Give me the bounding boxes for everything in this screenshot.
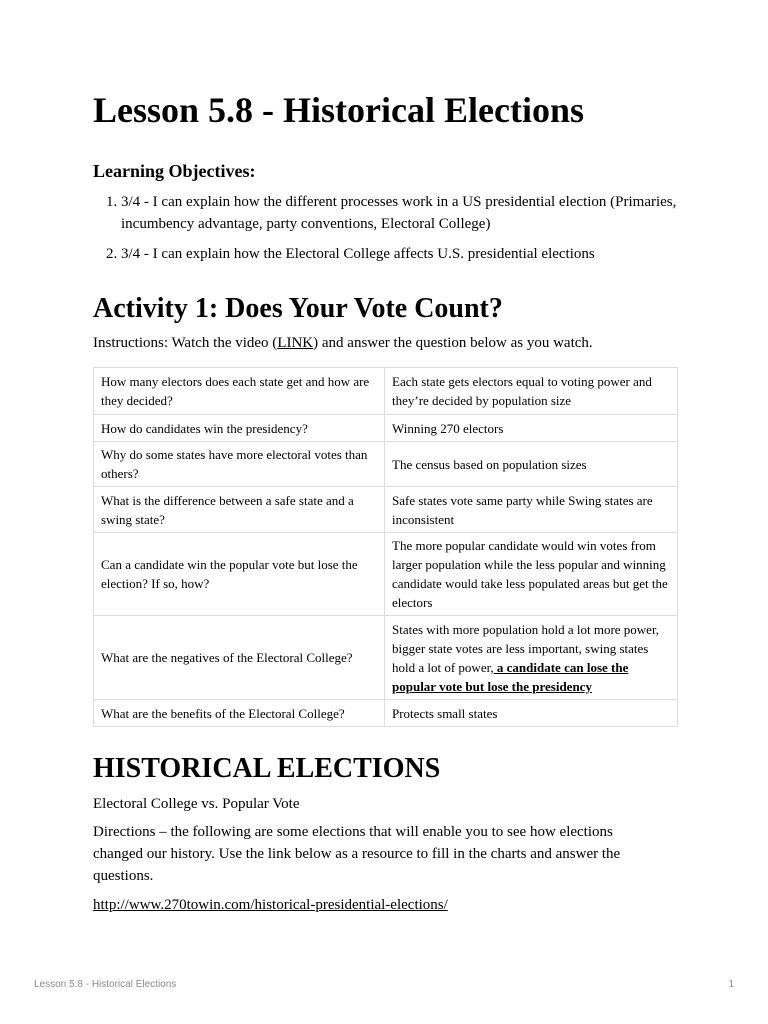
question-cell: Why do some states have more electoral votes than others?: [94, 442, 385, 487]
historical-elections-heading: HISTORICAL ELECTIONS: [93, 753, 441, 784]
historical-subtitle: Electoral College vs. Popular Vote: [93, 796, 300, 812]
answer-cell: The census based on population sizes: [385, 442, 678, 487]
answer-cell: [385, 616, 678, 700]
answer-cell: The more popular candidate would win votes from larger population while the less popular and winning candidate would take less populated areas but get the electors: [385, 533, 678, 616]
table-row: [94, 700, 678, 727]
answer-emphasis: a candidate can lose the popular vote but lose the presidency: [392, 659, 629, 694]
answer-text: States with more population hold a lot more power, bigger state votes are less important, swing states hold a lot of power,: [392, 621, 660, 675]
table-row: [94, 415, 678, 442]
table-row: [94, 616, 678, 700]
question-cell: Can a candidate win the popular vote but lose the election? If so, how?: [94, 533, 385, 616]
learning-objectives-heading: Learning Objectives:: [93, 161, 256, 181]
table-row: [94, 442, 678, 487]
historical-directions: Directions – the following are some elections that will enable you to see how elections changed our history. Use the link below as a resource to fill in the charts and answer the questions.: [93, 824, 621, 884]
question-cell: What is the difference between a safe state and a swing state?: [94, 487, 385, 533]
learning-objectives-list: [93, 191, 677, 273]
question-cell: How many electors does each state get and how are they decided?: [94, 368, 385, 415]
video-link[interactable]: LINK: [277, 335, 314, 351]
table-row: [94, 368, 678, 415]
instructions-text-before: Instructions: Watch the video (: [93, 335, 278, 351]
questions-table: [93, 367, 678, 727]
activity-1-heading: Activity 1: Does Your Vote Count?: [93, 293, 503, 324]
footer-page-number: 1: [728, 979, 734, 990]
question-cell: What are the benefits of the Electoral College?: [94, 700, 385, 727]
objective-item: 1. 3/4 - I can explain how the different processes work in a US presidential election (Primaries, incumbency advantage, party conventions, Electoral College): [121, 191, 677, 235]
footer-document-title: Lesson 5.8 - Historical Elections: [34, 979, 177, 990]
question-cell: What are the negatives of the Electoral College?: [94, 616, 385, 700]
answer-cell: Each state gets electors equal to voting power and they’re decided by population size: [385, 368, 678, 415]
activity-instructions: [93, 333, 593, 353]
answer-cell: Safe states vote same party while Swing states are inconsistent: [385, 487, 678, 533]
answer-cell: Winning 270 electors: [385, 415, 678, 442]
answer-cell: Protects small states: [385, 700, 678, 727]
table-row: [94, 487, 678, 533]
instructions-text-after: ) and answer the question below as you watch.: [313, 335, 593, 351]
question-cell: How do candidates win the presidency?: [94, 415, 385, 442]
objective-item: 2. 3/4 - I can explain how the Electoral College affects U.S. presidential elections: [121, 243, 677, 265]
table-row: [94, 533, 678, 616]
page-title: Lesson 5.8 - Historical Elections: [93, 90, 584, 130]
resource-link[interactable]: http://www.270towin.com/historical-presidential-elections/: [93, 897, 448, 913]
